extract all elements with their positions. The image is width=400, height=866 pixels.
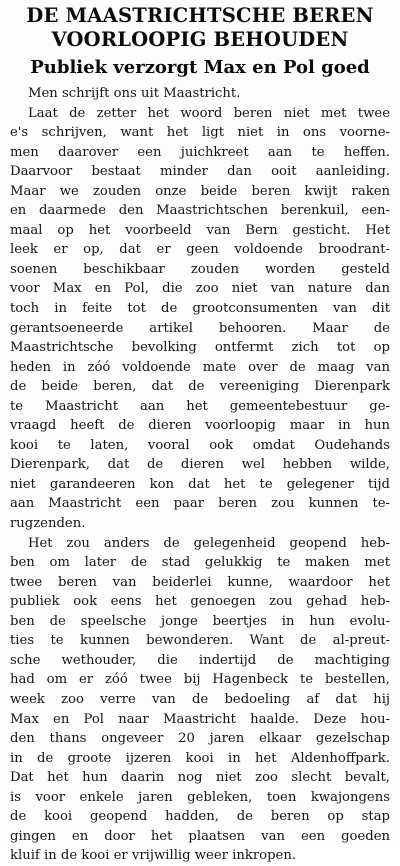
text-line: ben om later de stad gelukkig te maken met [10,555,390,571]
text-line: publiek ook eens het genoegen zou gehad heb- [10,594,390,610]
text-line: Dat het hun daarin nog niet zoo slecht bevalt, [10,770,390,786]
article-body [10,84,390,866]
text-line: ties te kunnen bewonderen. Want de al-preut- [10,633,390,649]
text-line: Max en Pol naar Maastricht haalde. Deze hou- [10,711,390,727]
text-line: leek er op, dat er geen voldoende broodrant- [10,242,390,258]
headline-line: DE MAASTRICHTSCHE BEREN [26,4,374,27]
text-line: te Maastricht aan het gemeentebestuur ge- [10,398,390,414]
text-line: twee beren van beiderlei kunne, waardoor het [10,574,390,590]
text-line: gingen en door het plaatsen van een goeden [10,828,390,844]
text-line: heden in zóó voldoende mate over de maag van [10,359,390,375]
text-line: vraagd heeft de dieren voorloopig maar in hun [10,418,390,434]
text-line: Maar we zouden onze beide beren kwijt raken [10,183,390,199]
text-line: toch in feite tot de grootconsumenten van dit [10,301,390,317]
text-line: e's schrijven, want het ligt niet in ons voorne- [10,125,390,141]
text-line: Dierenpark, dat de dieren wel hebben wilde, [10,457,390,473]
text-line: Daarvoor bestaat minder dan ooit aanleiding. [10,164,390,180]
headline-line: VOORLOOPIG BEHOUDEN [51,28,349,51]
text-line: den thans ongeveer 20 jaren elkaar gezelschap [10,731,390,747]
paragraph [10,84,390,104]
text-line: en daarmede den Maastrichtschen berenkuil, een- [10,203,390,219]
text-line: ben de speelsche jonge beertjes in hun evolu- [10,613,390,629]
text-line: in de groote ijzeren kooi in het Aldenhoffpark. [10,750,390,766]
text-line: Het zou anders de gelegenheid geopend heb- [28,535,390,551]
text-line: de kooi geopend hadden, de beren op stap [10,809,390,825]
paragraph [10,104,390,534]
text-line: voor Max en Pol, die zoo niet van nature dan [10,281,390,297]
text-line: de beide beren, dat de vereeniging Dierenpark [10,379,390,395]
headline [10,4,390,52]
text-line: Maastrichtsche bevolking ontfermt zich tot op [10,340,390,356]
text-line: maal op het voorbeeld van Bern gesticht. Het [10,222,390,238]
text-line: niet garandeeren kon dat het te gelegener tijd [10,476,390,492]
text-line: soenen beschikbaar zouden worden gesteld [10,261,390,277]
text-line: kooi te laten, vooral ook omdat Oudehands [10,437,390,453]
text-line: rugzenden. [10,516,86,532]
paragraph [10,534,390,866]
text-line: men daarover een juichkreet aan te heffen. [10,144,390,160]
text-line: kluif in de kooi er vrijwillig weer inkropen. [10,848,297,864]
text-line: gerantsoeneerde artikel behooren. Maar de [10,320,390,336]
subheadline: Publiek verzorgt Max en Pol goed [30,57,370,78]
text-line: Men schrijft ons uit Maastricht. [28,86,241,101]
text-line: sche wethouder, die indertijd de machtiging [10,652,390,668]
text-line: week zoo verre van de bedoeling af dat hij [10,691,390,707]
text-line: aan Maastricht een paar beren zou kunnen te- [10,496,390,512]
text-line: is voor enkele jaren gebleken, toen kwajongens [10,789,390,805]
text-line: Laat de zetter het woord beren niet met twee [28,105,390,121]
text-line: had om er zóó twee bij Hagenbeck te bestellen, [10,672,390,688]
